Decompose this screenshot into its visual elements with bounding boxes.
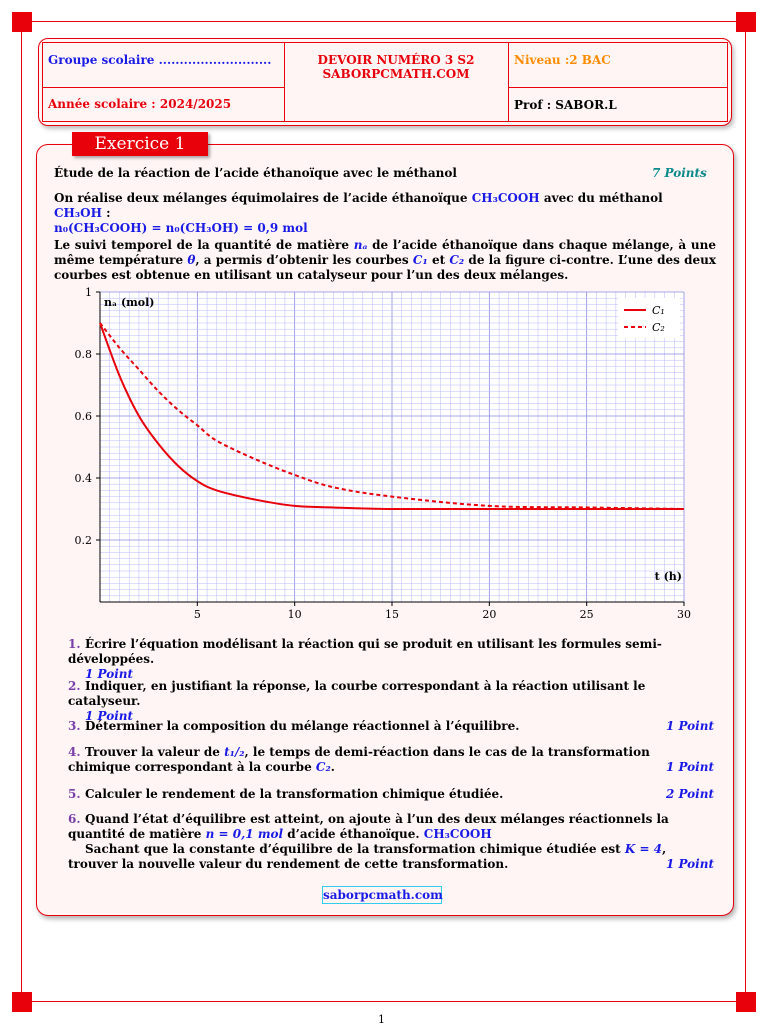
x-tick-label: 25 bbox=[579, 608, 594, 621]
acid-formula: CH₃COOH bbox=[471, 191, 540, 205]
exercise-points: 7 Points bbox=[652, 166, 707, 180]
question-2: 2. Indiquer, en justifiant la réponse, la courbe correspondant à la réaction utilisant le catalyseur. 1 Point bbox=[68, 679, 646, 723]
intro-paragraph-2: Le suivi temporel de la quantité de matière nₐ de l’acide éthanoïque dans chaque mélange, à une même température θ, a permis d’obtenir les courbes C₁ et C₂ de la figure ci-contre. L’une des deux courbes est obtenue en utilisant un catalyseur pour l’un des deux mélanges. bbox=[54, 238, 716, 282]
site-link[interactable]: saborpcmath.com bbox=[323, 888, 443, 902]
y-axis-label: nₐ (mol) bbox=[104, 296, 155, 309]
x-tick-label: 15 bbox=[385, 608, 399, 621]
site-title: SABORPCMATH.COM bbox=[322, 67, 470, 81]
chart-grid bbox=[100, 292, 684, 602]
intro-paragraph-1: On réalise deux mélanges équimolaires de l’acide éthanoïque CH₃COOH avec du méthanol CH₃OH : n₀(CH₃COOH) = n₀(CH₃OH) = 0,9 mol bbox=[54, 191, 663, 235]
question-6: 6. Quand l’état d’équilibre est atteint, on ajoute à l’un des deux mélanges réactionnels la quantité de matière n = 0,1 mol d’acide éthanoïque. CH₃COOH Sachant que la constante d’équilibre de la transformation chimique étudiée est K = 4, trouver la nouvelle valeur du rendement de cette transformation. 1 Point bbox=[68, 812, 714, 871]
school-group: Groupe scolaire ........................... bbox=[48, 53, 272, 67]
x-tick-label: 20 bbox=[482, 608, 497, 621]
y-tick-label: 0.2 bbox=[74, 534, 92, 547]
concentration-chart bbox=[60, 284, 710, 624]
frame-top bbox=[32, 21, 736, 22]
school-year: Année scolaire : 2024/2025 bbox=[48, 97, 232, 111]
frame-right bbox=[745, 32, 746, 992]
methanol-formula: CH₃OH bbox=[54, 206, 102, 220]
x-tick-label: 10 bbox=[287, 608, 302, 621]
y-tick-label: 1 bbox=[85, 286, 92, 299]
document-header bbox=[38, 38, 732, 126]
question-5: 5. Calculer le rendement de la transformation chimique étudiée. 2 Point bbox=[68, 787, 714, 801]
exercise-subject: Étude de la réaction de l’acide éthanoïque avec le méthanol bbox=[54, 166, 457, 180]
level: Niveau :2 BAC bbox=[514, 53, 611, 67]
x-axis-label: t (h) bbox=[654, 570, 682, 583]
frame-bottom bbox=[32, 1001, 736, 1002]
exercise-title: Exercice 1 bbox=[72, 132, 208, 156]
corner-top-right bbox=[736, 12, 756, 32]
legend-label-c1: C₁ bbox=[652, 304, 665, 317]
frame-left bbox=[21, 32, 22, 992]
legend-label-c2: C₂ bbox=[652, 321, 665, 334]
corner-bottom-right bbox=[736, 992, 756, 1012]
page-number: 1 bbox=[378, 1013, 385, 1026]
y-tick-label: 0.8 bbox=[74, 348, 92, 361]
x-tick-label: 30 bbox=[677, 608, 691, 621]
corner-top-left bbox=[12, 12, 32, 32]
x-tick-label: 5 bbox=[193, 608, 201, 621]
chart-legend bbox=[618, 298, 680, 338]
y-tick-label: 0.6 bbox=[74, 410, 92, 423]
legend-box bbox=[618, 298, 680, 338]
question-1: 1. Écrire l’équation modélisant la réaction qui se produit en utilisant les formules semi-développées. 1 Point bbox=[68, 637, 662, 681]
exam-title: DEVOIR NUMÉRO 3 S2 bbox=[317, 53, 475, 67]
question-3: 3. Déterminer la composition du mélange réactionnel à l’équilibre. 1 Point bbox=[68, 719, 714, 733]
y-tick-label: 0.4 bbox=[74, 472, 92, 485]
initial-quantity-equation: n₀(CH₃COOH) = n₀(CH₃OH) = 0,9 mol bbox=[54, 221, 308, 235]
corner-bottom-left bbox=[12, 992, 32, 1012]
teacher: Prof : SABOR.L bbox=[514, 98, 617, 112]
question-4: 4. Trouver la valeur de t₁/₂, le temps de demi-réaction dans le cas de la transformation chimique correspondant à la courbe C₂. 1 Point bbox=[68, 745, 714, 774]
